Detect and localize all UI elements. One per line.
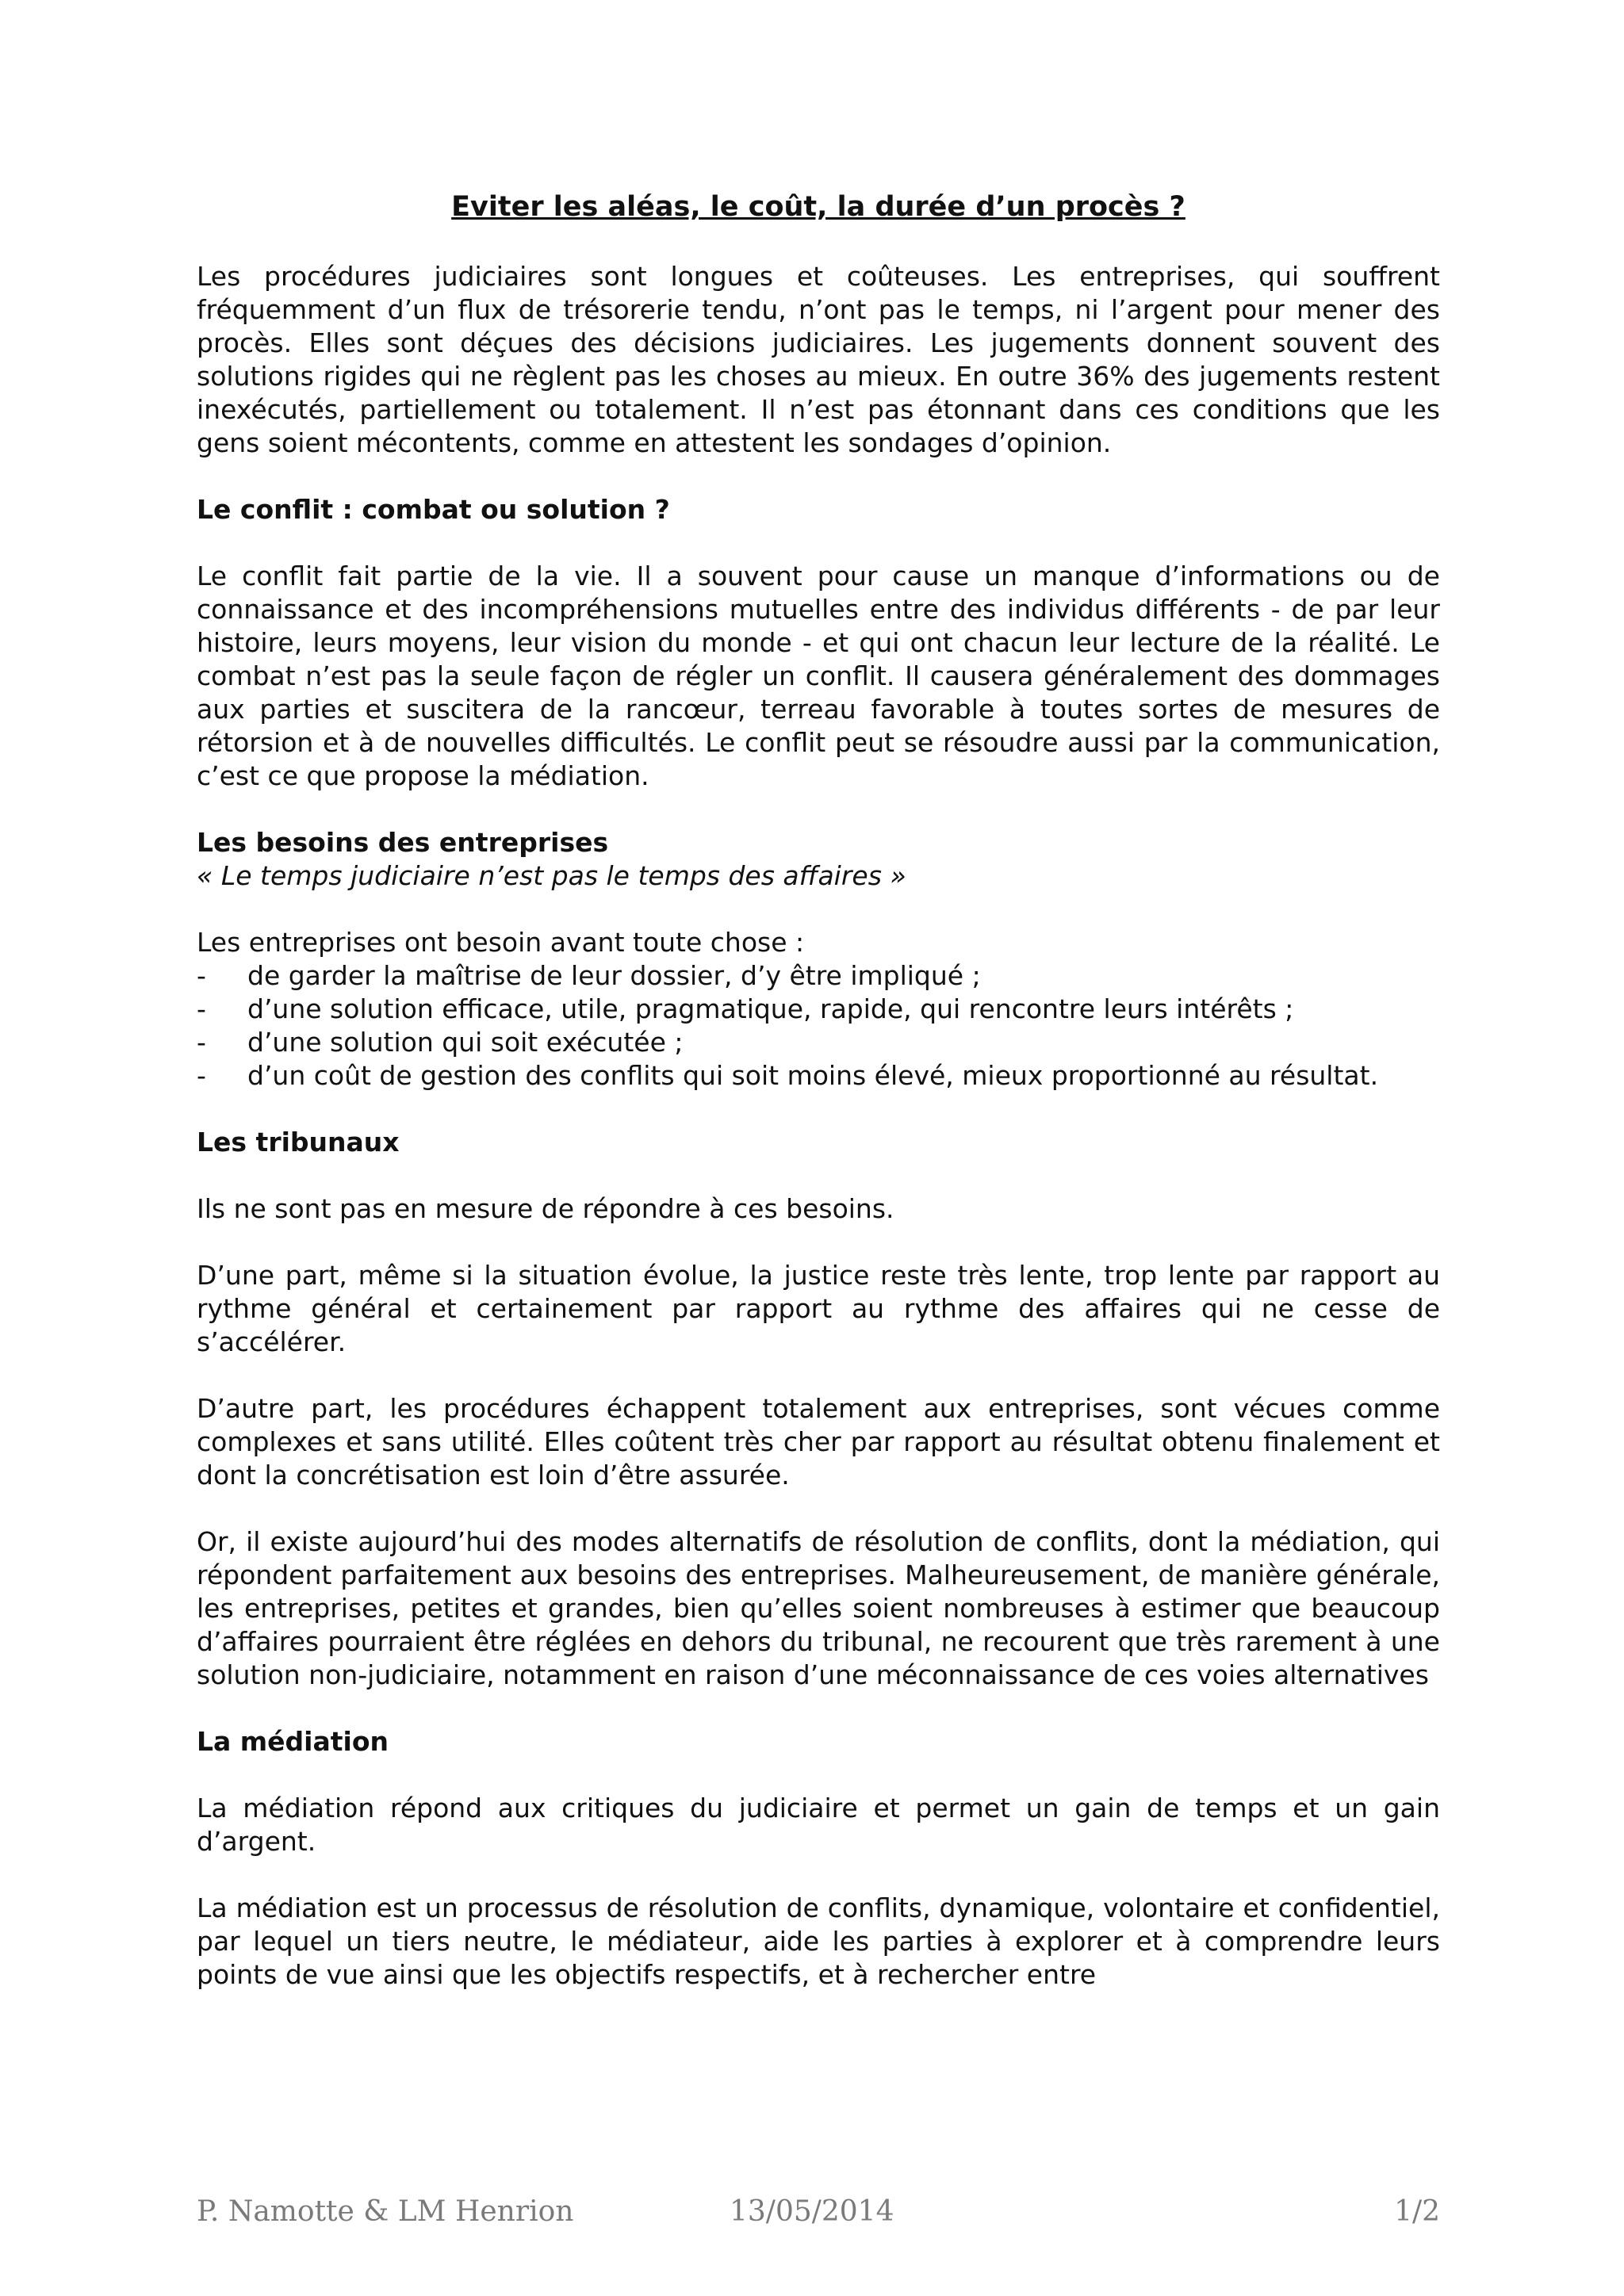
list-item <box>197 1026 1440 1059</box>
mediation-paragraph-1: La médiation répond aux critiques du judiciaire et permet un gain de temps et un gain d’argent. <box>197 1793 1440 1857</box>
heading-needs: Les besoins des entreprises <box>197 827 609 858</box>
list-item <box>197 1059 1440 1093</box>
courts-paragraph-4: Or, il existe aujourd’hui des modes alternatifs de résolution de conflits, dont la médiation, qui répondent parfaitement aux besoins des entreprises. Malheureusement, de manière générale, les entreprises, petites et grandes, bien qu’elles soient nombreuses à estimer que beaucoup d’affaires pourraient être réglées en dehors du tribunal, ne recourent que très rarement à une solution non-judiciaire, notamment en raison d’une méconnaissance de ces voies alternatives <box>197 1526 1440 1690</box>
list-item-text: d’un coût de gestion des conflits qui soit moins élevé, mieux proportionné au résultat. <box>247 1060 1379 1091</box>
document-title: Eviter les aléas, le coût, la durée d’un procès ? <box>451 191 1185 223</box>
list-item <box>197 959 1440 993</box>
document-page <box>197 190 1440 2025</box>
courts-paragraph-2: D’une part, même si la situation évolue, la justice reste très lente, trop lente par rapport au rythme général et certainement par rapport au rythme des affaires qui ne cesse de s’accélérer. <box>197 1260 1440 1357</box>
list-dash: - <box>197 993 206 1024</box>
list-item-text: d’une solution efficace, utile, pragmatique, rapide, qui rencontre leurs intérêts ; <box>247 993 1294 1024</box>
heading-mediation: La médiation <box>197 1726 389 1757</box>
list-item-text: d’une solution qui soit exécutée ; <box>247 1027 684 1058</box>
needs-lead: Les entreprises ont besoin avant toute chose : <box>197 927 805 958</box>
list-item <box>197 993 1440 1026</box>
list-dash: - <box>197 1060 206 1091</box>
mediation-paragraph-2: La médiation est un processus de résolution de conflits, dynamique, volontaire et confidentiel, par lequel un tiers neutre, le médiateur, aide les parties à explorer et à comprendre leurs points de vue ainsi que les objectifs respectifs, et à rechercher entre <box>197 1892 1440 1990</box>
conflict-paragraph: Le conflit fait partie de la vie. Il a souvent pour cause un manque d’informations ou de connaissance et des incompréhensions mutuelles entre des individus différents - de par leur histoire, leurs moyens, leur vision du monde - et qui ont chacun leur lecture de la réalité. Le combat n’est pas la seule façon de régler un conflit. Il causera généralement des dommages aux parties et suscitera de la rancœur, terreau favorable à toutes sortes de mesures de rétorsion et à de nouvelles difficultés. Le conflit peut se résoudre aussi par la communication, c’est ce que propose la médiation. <box>197 561 1440 791</box>
courts-paragraph-3: D’autre part, les procédures échappent totalement aux entreprises, sont vécues comme complexes et sans utilité. Elles coûtent très cher par rapport au résultat obtenu finalement et dont la concrétisation est loin d’être assurée. <box>197 1393 1440 1490</box>
heading-courts: Les tribunaux <box>197 1127 400 1158</box>
needs-quote: « Le temps judiciaire n’est pas le temps des affaires » <box>197 860 906 891</box>
courts-paragraph-1: Ils ne sont pas en mesure de répondre à ces besoins. <box>197 1193 894 1224</box>
list-dash: - <box>197 1027 206 1058</box>
needs-list <box>197 959 1440 1093</box>
list-item-text: de garder la maîtrise de leur dossier, d’y être impliqué ; <box>247 960 981 991</box>
intro-paragraph: Les procédures judiciaires sont longues et coûteuses. Les entreprises, qui souffrent fréquemment d’un flux de trésorerie tendu, n’ont pas le temps, ni l’argent pour mener des procès. Elles sont déçues des décisions judiciaires. Les jugements donnent souvent des solutions rigides qui ne règlent pas les choses au mieux. En outre 36% des jugements restent inexécutés, partiellement ou totalement. Il n’est pas étonnant dans ces conditions que les gens soient mécontents, comme en attestent les sondages d’opinion. <box>197 261 1440 458</box>
footer-date: 13/05/2014 <box>730 2195 894 2228</box>
footer-authors: P. Namotte & LM Henrion <box>197 2195 574 2228</box>
footer-page-number: 1/2 <box>1394 2195 1440 2228</box>
list-dash: - <box>197 960 206 991</box>
heading-conflict: Le conflit : combat ou solution ? <box>197 494 670 525</box>
